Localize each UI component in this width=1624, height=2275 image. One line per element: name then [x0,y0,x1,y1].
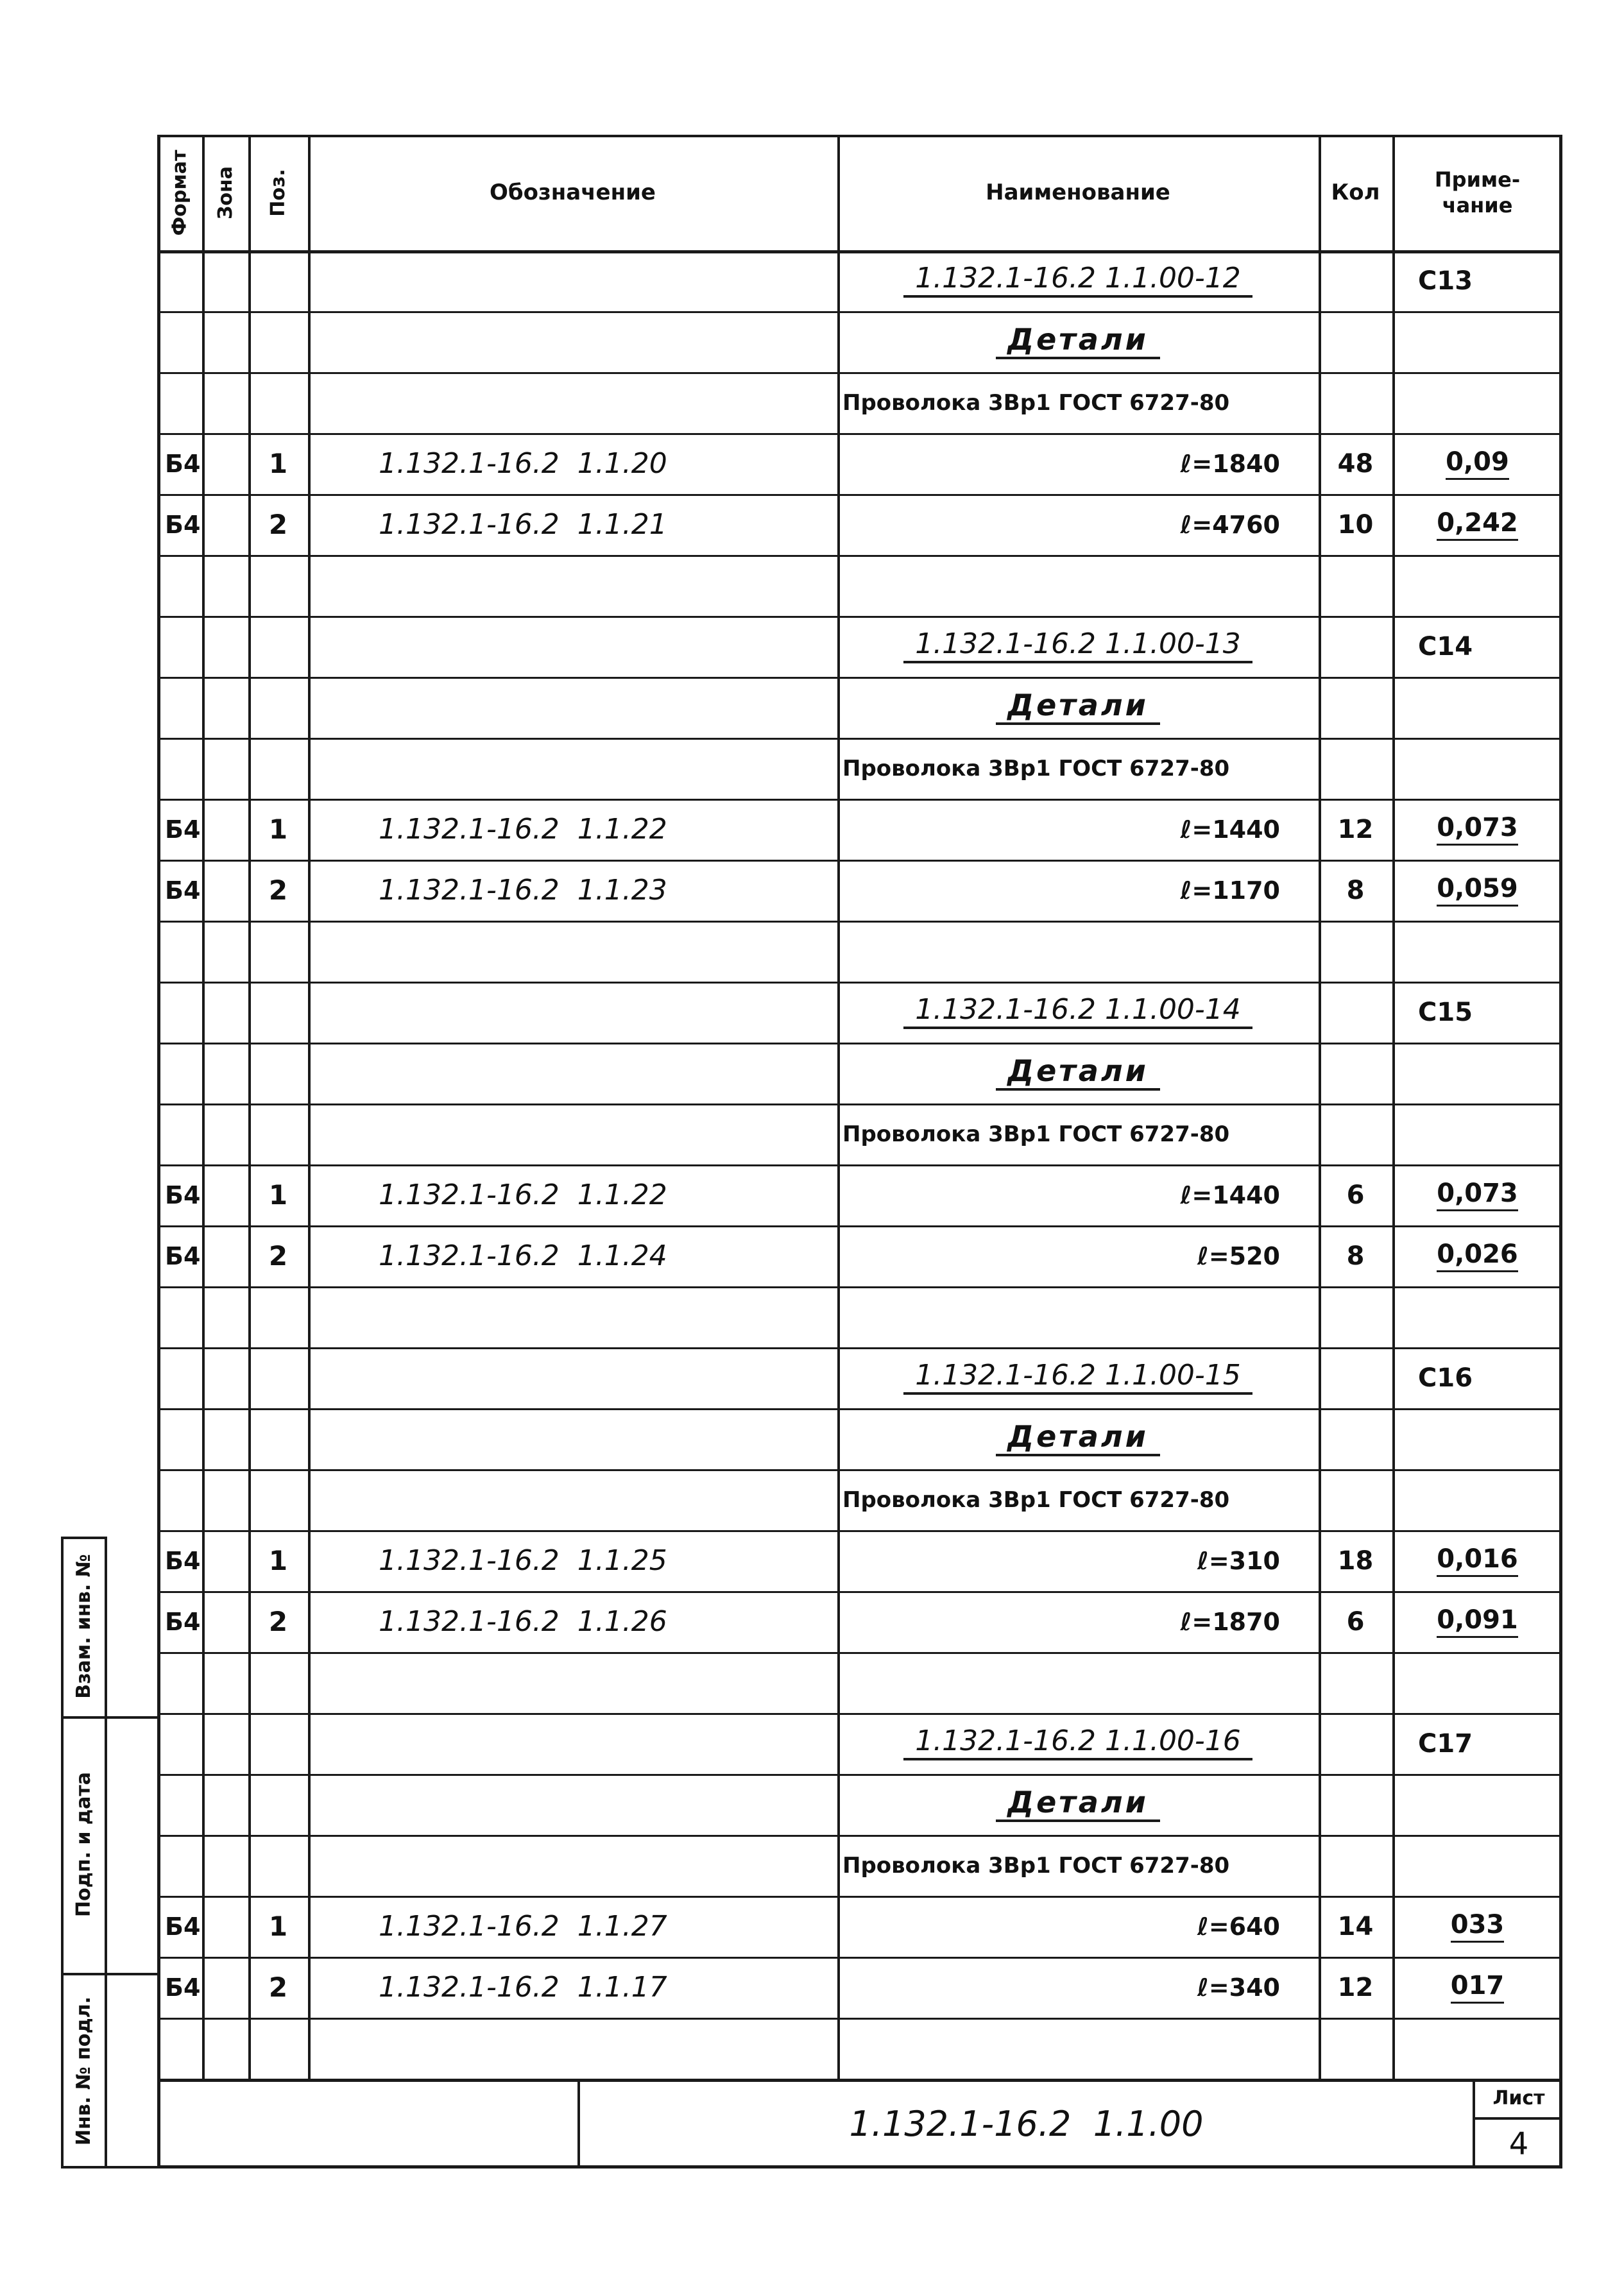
header-zone [202,135,248,250]
item-length: ℓ=520 [1197,1241,1280,1270]
item-pos: 2 [268,1240,288,1272]
item-qty: 6 [1346,1606,1365,1637]
group-designation-text: 1.132.1-16.2 1.1.00-12 [903,264,1252,298]
sheet-label: Лист [1492,2086,1545,2109]
item-pos: 1 [268,814,288,845]
item-note-text: 0,242 [1437,508,1518,541]
group-designation-text: 1.132.1-16.2 1.1.00-15 [903,1361,1252,1395]
item-qty: 6 [1346,1180,1365,1210]
item-format: Б4 [165,1607,201,1636]
group-designation [837,1713,1319,1774]
item-note [1392,433,1562,494]
group-note: С15 [1418,997,1473,1027]
row-line [157,1652,1562,1654]
item-note [1392,1896,1562,1957]
item-designation: 1.132.1-16.2 1.1.23 [379,874,667,907]
item-note-text: 0,073 [1437,1179,1518,1211]
item-note [1392,860,1562,921]
item-length: ℓ=1840 [1180,449,1280,478]
item-qty: 12 [1337,814,1374,844]
item-note [1392,1530,1562,1591]
item-pos: 1 [268,448,288,479]
group-note: С17 [1418,1728,1473,1759]
column-line [248,135,251,2079]
column-line [1392,135,1395,2079]
item-designation: 1.132.1-16.2 1.1.22 [379,813,667,846]
item-designation: 1.132.1-16.2 1.1.17 [379,1971,667,2004]
row-line [157,1286,1562,1288]
header-format [157,135,202,250]
item-note-text: 0,073 [1437,813,1518,846]
item-length: ℓ=340 [1197,1973,1280,2002]
item-qty: 8 [1346,875,1365,905]
item-format: Б4 [165,510,201,539]
item-designation: 1.132.1-16.2 1.1.24 [379,1240,667,1272]
group-designation [837,982,1319,1043]
item-length: ℓ=640 [1197,1912,1280,1941]
material-name: Проволока 3Вр1 ГОСТ 6727-80 [842,755,1230,781]
material-name: Проволока 3Вр1 ГОСТ 6727-80 [842,1121,1230,1147]
header-pos [248,135,308,250]
section-title [837,1043,1319,1103]
header-designation: Обозначение [490,180,656,205]
section-title [837,311,1319,372]
item-note-text: 033 [1451,1910,1505,1943]
item-note [1392,494,1562,555]
podp-data-label: Подп. и дата [72,1771,95,1918]
item-note [1392,799,1562,860]
side-stamp [61,1537,157,2168]
item-qty: 10 [1337,509,1374,540]
group-designation-text: 1.132.1-16.2 1.1.00-14 [903,996,1252,1029]
header-name: Наименование [986,180,1170,205]
item-note-text: 0,09 [1446,447,1509,480]
item-pos: 1 [268,1545,288,1576]
column-line [308,135,311,2079]
section-title-text: Детали [996,1422,1160,1456]
item-note-text: 017 [1451,1971,1505,2004]
sheet-number: 4 [1509,2126,1529,2162]
material-name: Проволока 3Вр1 ГОСТ 6727-80 [842,389,1230,416]
item-qty: 48 [1337,448,1374,479]
section-title [837,1408,1319,1469]
section-title [837,677,1319,738]
item-designation: 1.132.1-16.2 1.1.21 [379,508,667,541]
item-pos: 1 [268,1179,288,1211]
header-zone-text: Зона [214,166,237,219]
item-length: ℓ=310 [1197,1546,1280,1575]
row-line [157,2018,1562,2020]
item-pos: 1 [268,1911,288,1942]
item-note-text: 0,026 [1437,1240,1518,1272]
item-note-text: 0,091 [1437,1605,1518,1638]
item-format: Б4 [165,1546,201,1575]
item-format: Б4 [165,815,201,844]
item-length: ℓ=4760 [1180,510,1280,539]
material-name: Проволока 3Вр1 ГОСТ 6727-80 [842,1487,1230,1513]
item-designation: 1.132.1-16.2 1.1.25 [379,1544,667,1577]
item-note [1392,1957,1562,2018]
inv-podl-label: Инв. № подл. [72,1996,95,2146]
section-title-text: Детали [996,690,1160,725]
item-qty: 8 [1346,1241,1365,1271]
group-designation-text: 1.132.1-16.2 1.1.00-13 [903,630,1252,663]
item-format: Б4 [165,876,201,905]
row-line [157,921,1562,923]
group-note: С16 [1418,1363,1473,1393]
header-note: Приме- чание [1434,167,1521,217]
section-title-text: Детали [996,1056,1160,1091]
group-designation [837,1347,1319,1408]
item-note [1392,1164,1562,1225]
item-length: ℓ=1440 [1180,1180,1280,1209]
group-designation [837,616,1319,677]
item-length: ℓ=1170 [1180,876,1280,905]
specification-sheet [157,135,1562,2168]
item-qty: 18 [1337,1546,1374,1576]
header-pos-text: Поз. [266,168,289,217]
item-format: Б4 [165,1912,201,1941]
item-designation: 1.132.1-16.2 1.1.26 [379,1605,667,1638]
item-note-text: 0,059 [1437,874,1518,907]
group-note: С13 [1418,266,1473,296]
item-pos: 2 [268,1972,288,2003]
header-qty: Кол [1331,180,1380,205]
header-format-text: Формат [168,149,191,235]
column-line [202,135,205,2079]
row-line [157,555,1562,557]
item-pos: 2 [268,874,288,906]
item-note-text: 0,016 [1437,1544,1518,1577]
column-line [1319,135,1321,2079]
group-designation-text: 1.132.1-16.2 1.1.00-16 [903,1727,1252,1760]
item-designation: 1.132.1-16.2 1.1.27 [379,1910,667,1943]
document-code: 1.132.1-16.2 1.1.00 [849,2103,1204,2144]
frame-left [157,135,160,2168]
item-format: Б4 [165,1180,201,1209]
item-format: Б4 [165,449,201,478]
item-length: ℓ=1440 [1180,815,1280,844]
item-length: ℓ=1870 [1180,1607,1280,1636]
item-note [1392,1225,1562,1286]
item-note [1392,1591,1562,1652]
group-designation [837,250,1319,311]
vzam-inv-label: Взам. инв. № [72,1554,95,1699]
item-pos: 2 [268,509,288,540]
item-qty: 14 [1337,1911,1374,1941]
section-title-text: Детали [996,1787,1160,1822]
item-qty: 12 [1337,1972,1374,2002]
group-note: С14 [1418,631,1473,661]
section-title-text: Детали [996,325,1160,359]
item-format: Б4 [165,1241,201,1270]
item-designation: 1.132.1-16.2 1.1.22 [379,1179,667,1211]
material-name: Проволока 3Вр1 ГОСТ 6727-80 [842,1852,1230,1879]
section-title [837,1774,1319,1835]
item-pos: 2 [268,1606,288,1637]
item-designation: 1.132.1-16.2 1.1.20 [379,447,667,480]
item-format: Б4 [165,1973,201,2002]
